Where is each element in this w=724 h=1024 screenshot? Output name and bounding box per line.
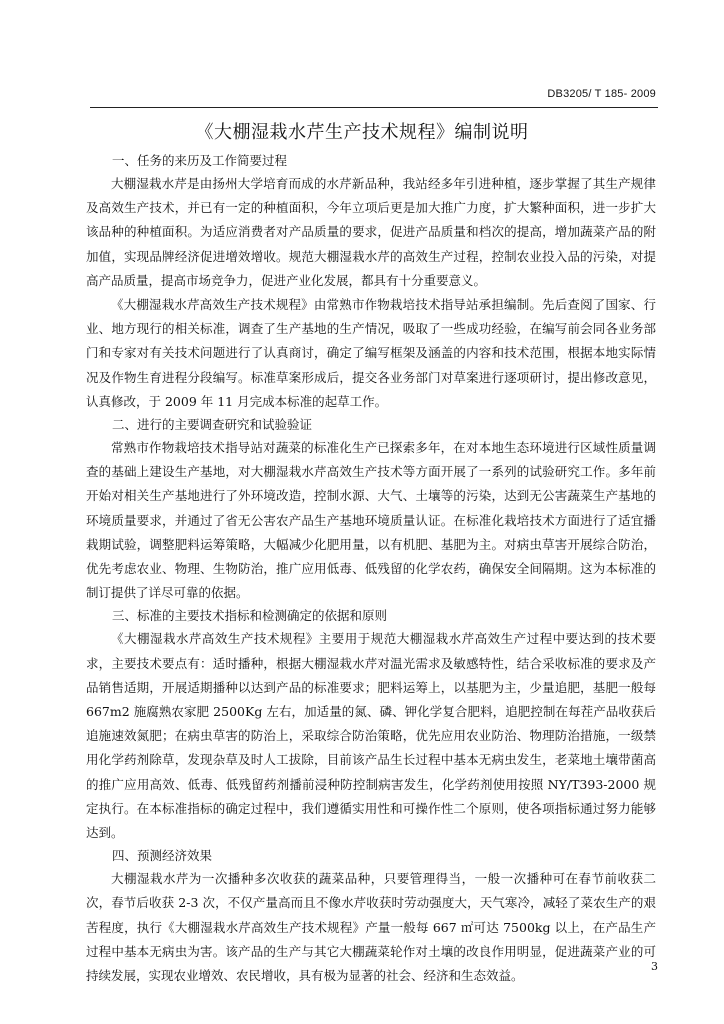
document-body <box>86 150 656 988</box>
section-heading: 一、任务的来历及工作简要过程 <box>112 153 288 168</box>
section-2 <box>86 414 656 605</box>
section-4 <box>86 845 656 988</box>
body-paragraph: 《大棚湿栽水芹高效生产技术规程》由常熟市作物栽培技术指导站承担编制。先后查阅了国家、行业、地方现行的相关标准，调查了生产基地的生产情况，吸取了一些成功经验，在编写前会同各业务部门和专家对有关技术问题进行了认真商讨，确定了编写框架及涵盖的内容和技术范围，根据本地实际情况及作物生育进程分段编写。标准草案形成后，提交各业务部门对草案进行逐项研讨，提出修改意见，认真修改，于 2009 年 11 月完成本标准的起草工作。 <box>86 297 656 409</box>
body-paragraph: 《大棚湿栽水芹高效生产技术规程》主要用于规范大棚湿栽水芹高效生产过程中要达到的技术要求，主要技术要点有：适时播种，根据大棚湿栽水芹对温光需求及敏感特性，结合采收标准的要求及产品销售适期，开展适期播种以达到产品的标准要求；肥料运筹上，以基肥为主，少量追肥，基肥一般每667m2 施腐熟农家肥 2500Kg 左右，加适量的氮、磷、钾化学复合肥料，追肥控制在每茬产品收获后追施速效氮肥；在病虫草害的防治上，采取综合防治策略，优先应用农业防治、物理防治措施，一级禁用化学药剂除草，发现杂草及时人工拔除，目前该产品生长过程中基本无病虫发生，老菜地土壤带菌高的推广应用高效、低毒、低残留药剂播前浸种防控制病害发生，化学药剂使用按照 NY/T393-2000 规定执行。在本标准指标的确定过程中，我们遵循实用性和可操作性二个原则，使各项指标通过努力能够达到。 <box>86 631 656 841</box>
body-paragraph: 常熟市作物栽培技术指导站对蔬菜的标准化生产已探索多年，在对本地生态环境进行区域性质量调查的基础上建设生产基地，对大棚湿栽水芹高效生产技术等方面开展了一系列的试验研究工作。多年前开始对相关生产基地进行了外环境改造，控制水源、大气、土壤等的污染，达到无公害蔬菜生产基地的环境质量要求，并通过了省无公害农产品生产基地环境质量认证。在标准化栽培技术方面进行了适宜播栽期试验，调整肥料运筹策略，大幅减少化肥用量，以有机肥、基肥为主。对病虫草害开展综合防治，优先考虑农业、物理、生物防治，推广应用低毒、低残留的化学农药，确保安全间隔期。这为本标准的制订提供了详尽可靠的依据。 <box>86 440 656 601</box>
section-heading: 二、进行的主要调查研究和试验验证 <box>112 417 313 433</box>
standard-code: DB3205/ T 185- 2009 <box>547 88 656 100</box>
body-paragraph: 大棚湿栽水芹为一次播种多次收获的蔬菜品种，只要管理得当，一般一次播种可在春节前收获二次，春节后收获 2-3 次，不仅产量高而且不像水芹收获时劳动强度大，天气寒冷，减轻了菜农生产的艰苦程度，执行《大棚湿栽水芹高效生产技术规程》产量一般每 667 ㎡可达 7500kg 以上，在产品生产过程中基本无病虫为害。该产品的生产与其它大棚蔬菜轮作对土壤的改良作用明显，促进蔬菜产业的可持续发展，实现农业增效、农民增收，具有极为显著的社会、经济和生态效益。 <box>86 871 656 984</box>
page-number: 3 <box>651 960 658 973</box>
section-heading: 四、预测经济效果 <box>112 848 213 864</box>
section-heading: 三、标准的主要技术指标和检测确定的依据和原则 <box>112 608 388 624</box>
document-title: 《大棚湿栽水芹生产技术规程》编制说明 <box>195 122 529 143</box>
section-1 <box>86 150 656 414</box>
section-3 <box>86 605 656 845</box>
body-paragraph: 大棚湿栽水芹是由扬州大学培育而成的水芹新品种，我站经多年引进种植，逐步掌握了其生产规律及高效生产技术，并已有一定的种植面积，今年立项后更是加大推广力度，扩大繁种面积，进一步扩大该品种的种植面积。为适应消费者对产品质量的要求，促进产品质量和档次的提高，增加蔬菜产品的附加值，实现品牌经济促进增效增收。规范大棚湿栽水芹的高效生产过程，控制农业投入品的污染，对提高产品质量，提高市场竞争力，促进产业化发展，都具有十分重要意义。 <box>86 176 656 288</box>
header-rule <box>90 107 658 108</box>
